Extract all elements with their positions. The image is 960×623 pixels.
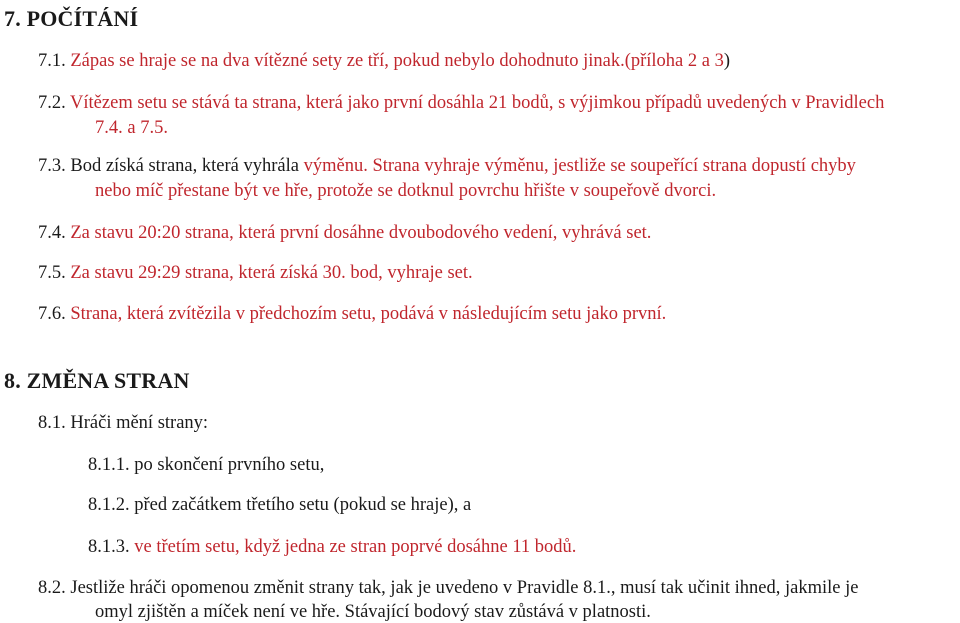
rule-7-1-number: 7.1. — [38, 51, 66, 71]
rule-8-2-line2: omyl zjištěn a míček není ve hře. Stávající bodový stav zůstává v platnosti. — [95, 602, 651, 622]
rule-7-1 — [38, 52, 730, 71]
rule-8-1 — [38, 414, 208, 433]
rule-8-2-number: 8.2. — [38, 578, 66, 598]
rule-8-1-2-number: 8.1.2. — [88, 495, 130, 515]
rule-7-5-number: 7.5. — [38, 263, 66, 283]
rule-8-1-3-text: ve třetím setu, když jedna ze stran poprvé dosáhne 11 bodů. — [134, 537, 577, 557]
rule-7-6-number: 7.6. — [38, 304, 66, 324]
rule-8-1-number: 8.1. — [38, 413, 66, 433]
rule-7-2-line1 — [38, 94, 884, 113]
rule-8-1-2-text: před začátkem třetího setu (pokud se hraje), a — [134, 495, 472, 515]
rule-8-1-1 — [88, 456, 324, 475]
rule-7-2-text: Vítězem setu se stává ta strana, která jako první dosáhla 21 bodů, s výjimkou případů uvedených v Pravidlech — [70, 93, 885, 113]
section-8-heading: 8. ZMĚNA STRAN — [4, 368, 190, 393]
rule-8-1-3 — [88, 538, 576, 557]
rule-7-2-line2: 7.4. a 7.5. — [95, 118, 168, 138]
rule-8-1-text: Hráči mění strany: — [70, 413, 209, 433]
rule-7-3-line2: nebo míč přestane být ve hře, protože se dotknul povrchu hřište v soupeřově dvorci. — [95, 181, 717, 201]
rule-7-5 — [38, 264, 473, 283]
rule-7-3-number: 7.3. — [38, 156, 66, 176]
rule-7-5-text: Za stavu 29:29 strana, která získá 30. bod, vyhraje set. — [70, 263, 473, 283]
section-7-heading: 7. POČÍTÁNÍ — [4, 6, 139, 31]
rule-7-3-text-red: výměnu. Strana vyhraje výměnu, jestliže se soupeřící strana dopustí chyby — [303, 156, 856, 176]
rule-7-4 — [38, 224, 651, 243]
rule-8-2-text: Jestliže hráči opomenou změnit strany tak, jak je uvedeno v Pravidle 8.1., musí tak učinit ihned, jakmile je — [70, 578, 859, 598]
rule-8-1-1-number: 8.1.1. — [88, 455, 130, 475]
rule-8-1-1-text: po skončení prvního setu, — [134, 455, 325, 475]
rule-7-6 — [38, 305, 666, 324]
rule-7-1-close-paren: ) — [723, 51, 731, 71]
rule-7-4-number: 7.4. — [38, 223, 66, 243]
rule-7-6-text: Strana, která zvítězila v předchozím setu, podává v následujícím setu jako první. — [70, 304, 667, 324]
rule-7-4-text: Za stavu 20:20 strana, která první dosáhne dvoubodového vedení, vyhrává set. — [70, 223, 652, 243]
rule-8-1-2 — [88, 496, 471, 515]
rule-7-3-text-black: Bod získá strana, která vyhrála — [70, 156, 304, 176]
rule-7-1-text: Zápas se hraje se na dva vítězné sety ze tří, pokud nebylo dohodnuto jinak.( — [70, 51, 631, 71]
rule-7-2-number: 7.2. — [38, 93, 66, 113]
rule-7-1-appendix-ref: příloha 2 a 3 — [630, 51, 724, 71]
rule-8-1-3-number: 8.1.3. — [88, 537, 130, 557]
rule-8-2-line1 — [38, 579, 858, 598]
rule-7-3-line1 — [38, 157, 856, 176]
